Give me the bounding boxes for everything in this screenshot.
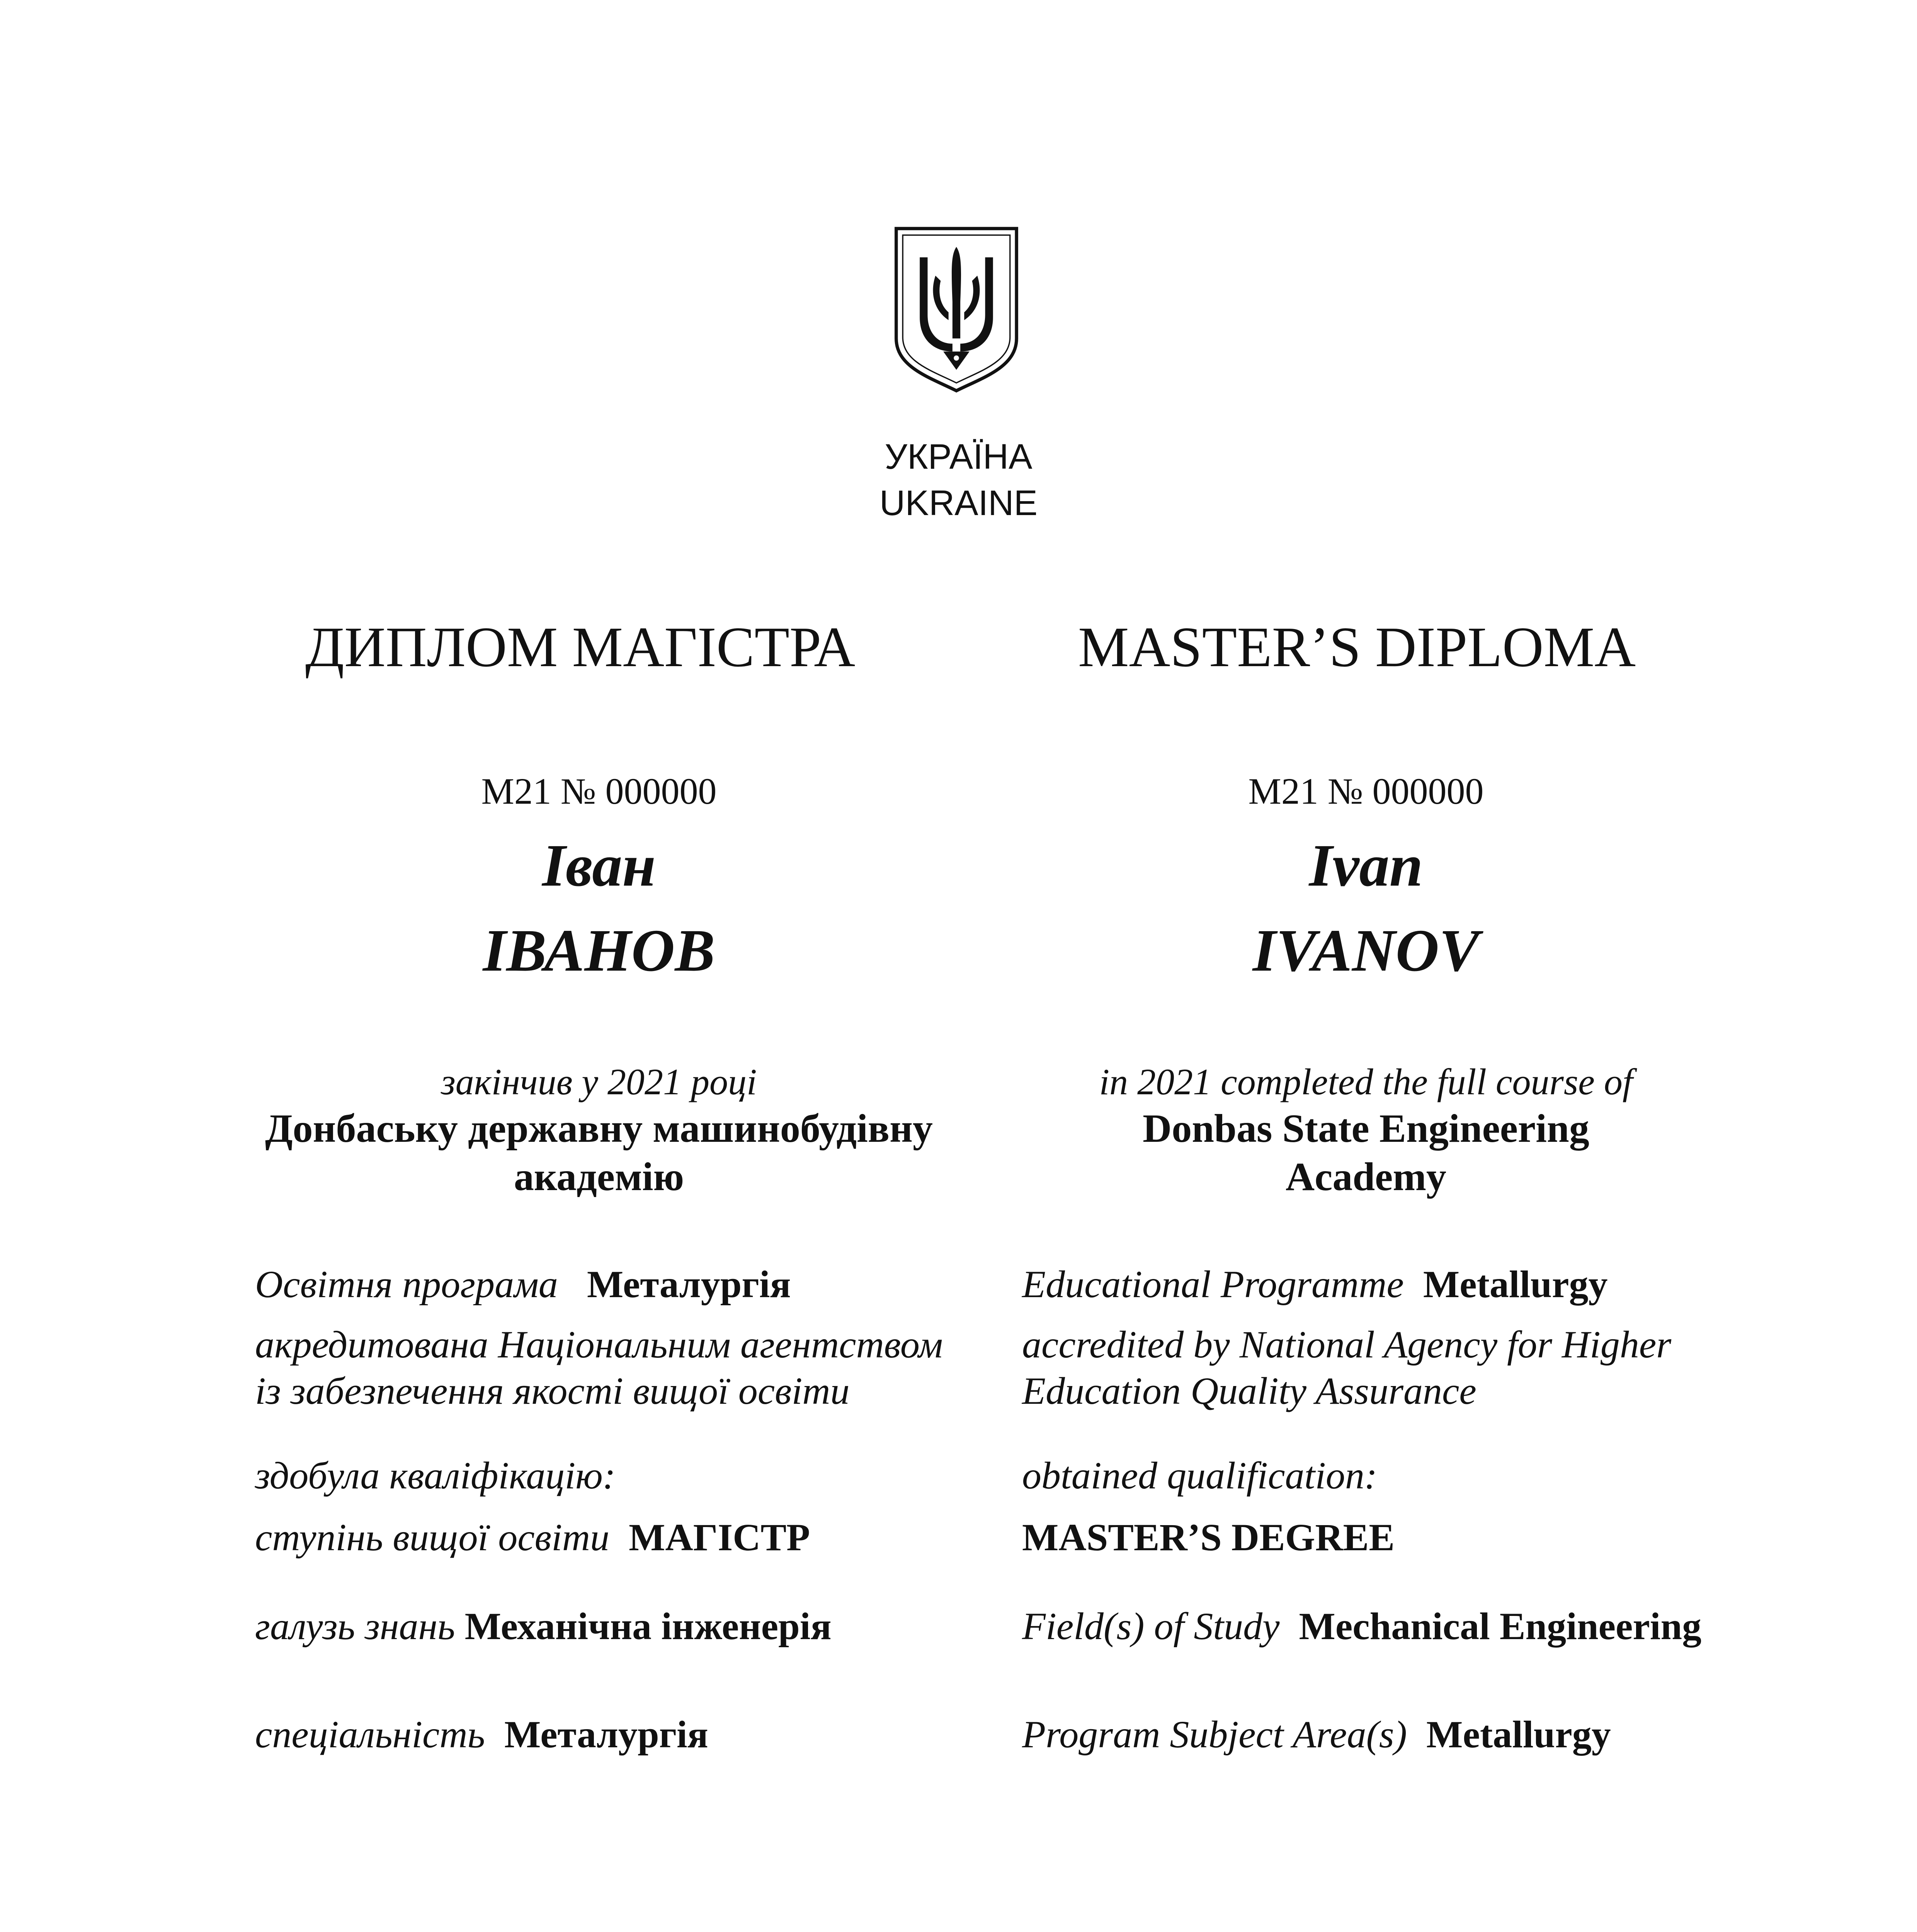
graduate-first-name-uk: Іван xyxy=(542,832,656,899)
programme-row-uk xyxy=(255,1262,791,1307)
serial-number-uk: М21 № 000000 xyxy=(481,770,717,812)
field-value-uk: Механічна інженерія xyxy=(464,1605,832,1648)
field-value-en: Mechanical Engineering xyxy=(1299,1605,1702,1648)
institution-line2-uk: академію xyxy=(514,1155,684,1199)
degree-row-uk xyxy=(255,1515,810,1560)
institution-line2-en: Academy xyxy=(1286,1155,1446,1199)
specialty-value-uk: Металургія xyxy=(504,1713,708,1756)
qualification-label-en: obtained qualification: xyxy=(1022,1454,1378,1497)
specialty-value-en: Metallurgy xyxy=(1426,1713,1611,1756)
programme-row-en xyxy=(1022,1262,1607,1307)
programme-value-uk: Металургія xyxy=(587,1263,791,1306)
programme-value-en: Metallurgy xyxy=(1423,1263,1608,1306)
completion-text-en: in 2021 completed the full course of xyxy=(1099,1061,1633,1102)
field-label-en: Field(s) of Study xyxy=(1022,1605,1280,1648)
serial-number-en: М21 № 000000 xyxy=(1248,770,1484,812)
diploma-title-uk: ДИПЛОМ МАГІСТРА xyxy=(305,616,856,679)
accreditation-line1-en: accredited by National Agency for Higher xyxy=(1022,1323,1672,1366)
degree-label-uk: ступінь вищої освіти xyxy=(255,1516,610,1559)
degree-value-en: MASTER’S DEGREE xyxy=(1022,1516,1395,1559)
country-name-en: UKRAINE xyxy=(879,483,1038,523)
institution-line1-en: Donbas State Engineering xyxy=(1143,1106,1589,1151)
diploma-title-en: MASTER’S DIPLOMA xyxy=(1078,616,1636,679)
specialty-label-en: Program Subject Area(s) xyxy=(1022,1713,1407,1756)
qualification-label-uk: здобула кваліфікацію: xyxy=(255,1454,616,1497)
completion-text-uk: закінчив у 2021 році xyxy=(441,1061,757,1102)
specialty-label-uk: спеціальність xyxy=(255,1713,485,1756)
accreditation-line2-uk: із забезпечення якості вищої освіти xyxy=(255,1369,850,1412)
accreditation-line1-uk: акредитована Національним агентством xyxy=(255,1323,943,1366)
graduate-last-name-uk: ІВАНОВ xyxy=(483,917,715,984)
graduate-first-name-en: Ivan xyxy=(1309,832,1423,899)
specialty-row-en xyxy=(1022,1712,1611,1757)
field-of-study-row-uk xyxy=(255,1604,832,1649)
programme-label-en: Educational Programme xyxy=(1022,1263,1404,1306)
institution-line1-uk: Донбаську державну машинобудівну xyxy=(265,1106,933,1151)
accreditation-line2-en: Education Quality Assurance xyxy=(1022,1369,1476,1412)
specialty-row-uk xyxy=(255,1712,708,1757)
degree-value-uk: МАГІСТР xyxy=(629,1516,810,1559)
graduate-last-name-en: IVANOV xyxy=(1252,917,1480,984)
field-of-study-row-en xyxy=(1022,1604,1701,1649)
programme-label-uk: Освітня програма xyxy=(255,1263,558,1306)
country-name-uk: УКРАЇНА xyxy=(885,437,1032,476)
coat-of-arms-icon xyxy=(889,223,1024,393)
field-label-uk: галузь знань xyxy=(255,1605,455,1648)
